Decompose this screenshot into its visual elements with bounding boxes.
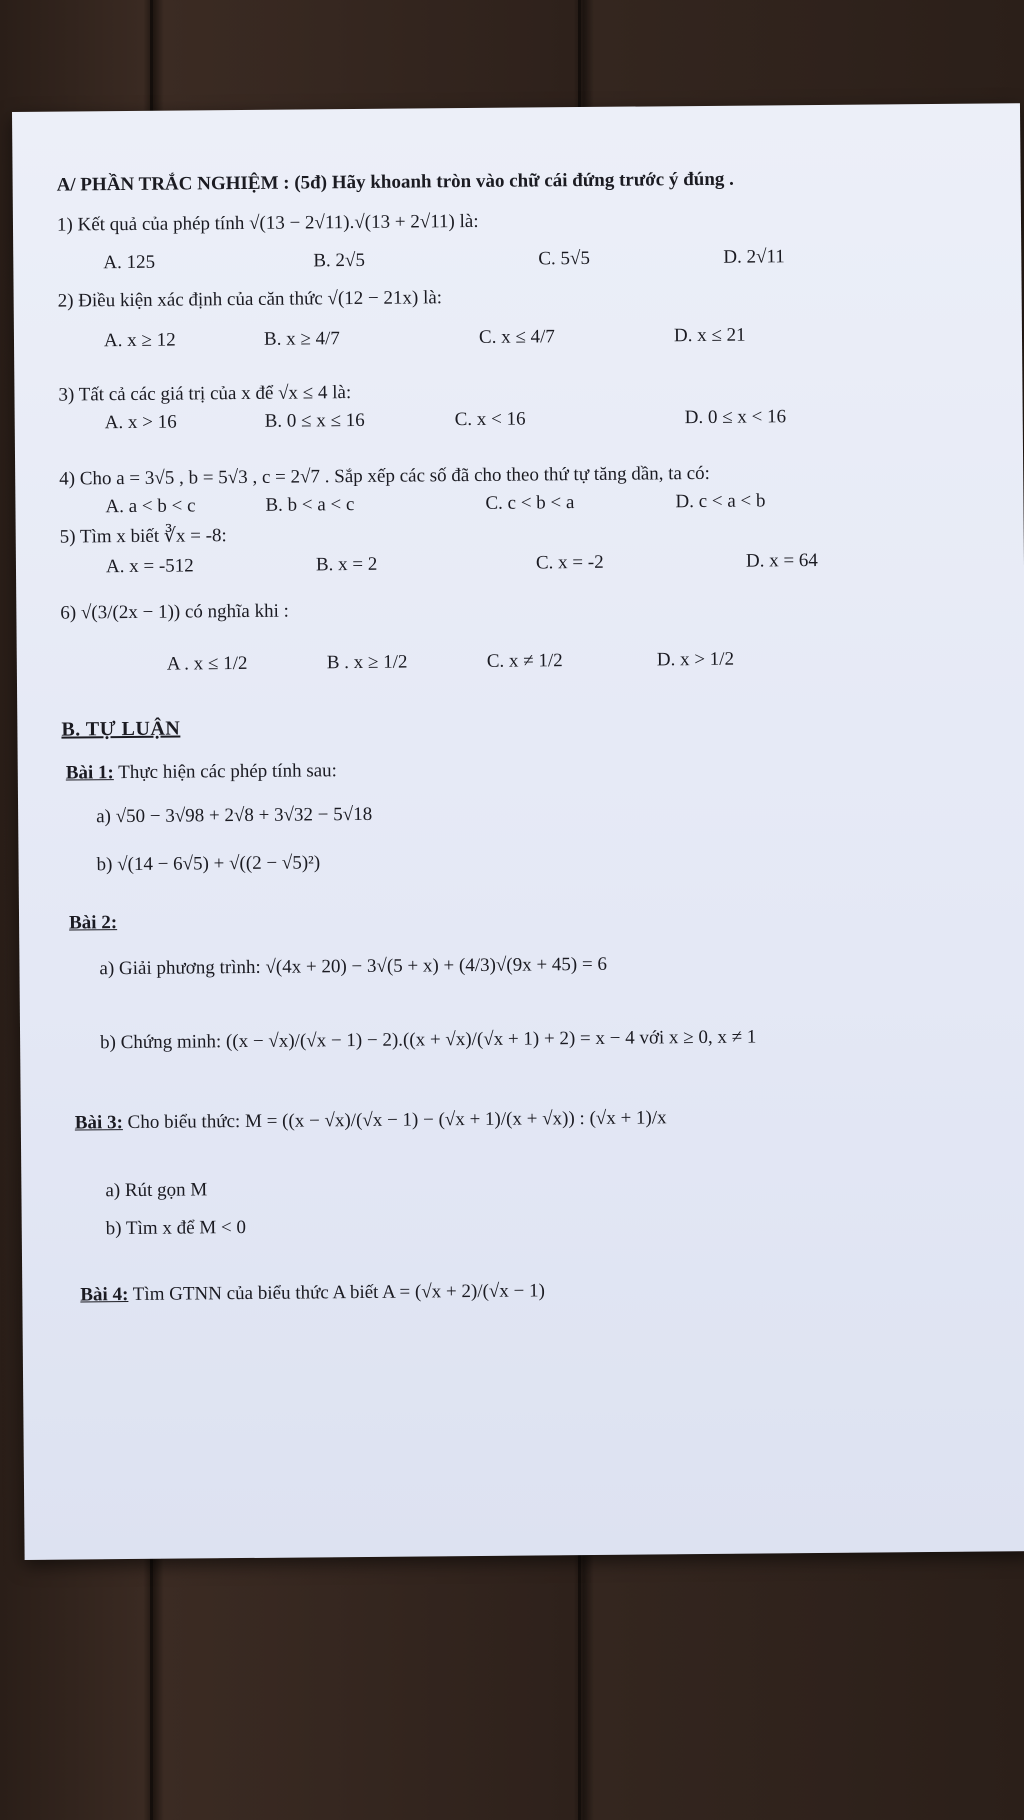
bai-3-expression: Cho biểu thức: M = ((x − √x)/(√x − 1) − (√x + 1)/(x + √x)) : (√x + 1)/x: [122, 1107, 667, 1134]
question-3-option-b[interactable]: B. 0 ≤ x ≤ 16: [264, 409, 365, 432]
question-6-option-a[interactable]: A . x ≤ 1/2: [166, 652, 248, 675]
bai-3-part-b: b) Tìm x để M < 0: [105, 1217, 247, 1240]
question-2-option-c[interactable]: C. x ≤ 4/7: [478, 326, 555, 348]
question-3-stem: 3) Tất cả các giá trị của x để √x ≤ 4 là:: [58, 382, 352, 406]
question-6-stem: 6) √(3/(2x − 1)) có nghĩa khi :: [60, 600, 289, 624]
question-4-option-b[interactable]: B. b < a < c: [265, 494, 355, 516]
question-2-option-a[interactable]: A. x ≥ 12: [103, 329, 176, 352]
bai-1-line: [66, 759, 337, 785]
bai-1-part-b: b) √(14 − 6√5) + √((2 − √5)²): [96, 852, 321, 876]
question-6-option-c[interactable]: C. x ≠ 1/2: [486, 650, 563, 672]
question-6-option-d[interactable]: D. x > 1/2: [656, 648, 735, 671]
question-1-option-a[interactable]: A. 125: [103, 251, 156, 274]
bai-4-line: [80, 1279, 545, 1307]
section-a-heading: A/ PHẦN TRẮC NGHIỆM : (5đ) Hãy khoanh tròn vào chữ cái đứng trước ý đúng .: [56, 168, 734, 196]
question-5-option-b[interactable]: B. x = 2: [315, 553, 378, 576]
question-4-option-d[interactable]: D. c < a < b: [675, 490, 766, 513]
question-5-stem: 5) Tìm x biết ∛x = -8:: [59, 525, 227, 548]
question-5-option-c[interactable]: C. x = -2: [535, 551, 604, 574]
question-5-option-a[interactable]: A. x = -512: [105, 555, 194, 578]
question-3-option-c[interactable]: C. x < 16: [454, 408, 526, 431]
question-2-option-b[interactable]: B. x ≥ 4/7: [263, 328, 340, 350]
question-6-option-b[interactable]: B . x ≥ 1/2: [326, 651, 408, 674]
question-4-option-c[interactable]: C. c < b < a: [485, 492, 575, 514]
question-3-option-d[interactable]: D. 0 ≤ x < 16: [684, 406, 787, 429]
section-b-heading: B. TỰ LUẬN: [61, 717, 181, 741]
question-2-option-d[interactable]: D. x ≤ 21: [673, 324, 746, 347]
exam-sheet: [12, 103, 1024, 1560]
bai-4-label: Bài 4:: [80, 1284, 129, 1306]
question-2-stem: 2) Điều kiện xác định của căn thức √(12 − 21x) là:: [57, 287, 443, 312]
question-5-option-d[interactable]: D. x = 64: [745, 549, 818, 572]
bai-2-part-b: b) Chứng minh: ((x − √x)/(√x − 1) − 2).((x + √x)/(√x + 1) + 2) = x − 4 với x ≥ 0, x ≠ 1: [100, 1026, 757, 1054]
bai-2-part-a: a) Giải phương trình: √(4x + 20) − 3√(5 + x) + (4/3)√(9x + 45) = 6: [99, 953, 608, 980]
bai-3-part-a: a) Rút gọn M: [105, 1179, 208, 1202]
bai-3-line: [75, 1106, 667, 1135]
bai-2-label: Bài 2:: [68, 912, 118, 934]
question-4-option-a[interactable]: A. a < b < c: [105, 495, 196, 518]
question-1-stem: 1) Kết quả của phép tính √(13 − 2√11).√(13 + 2√11) là:: [56, 210, 479, 236]
bai-3-label: Bài 3:: [74, 1112, 123, 1134]
question-3-option-a[interactable]: A. x > 16: [104, 411, 177, 434]
question-1-option-c[interactable]: C. 5√5: [538, 247, 591, 270]
question-1-option-d[interactable]: D. 2√11: [723, 246, 785, 268]
bai-1-part-a: a) √50 − 3√98 + 2√8 + 3√32 − 5√18: [96, 803, 373, 828]
bai-1-label: Bài 1:: [65, 762, 114, 784]
question-4-stem: 4) Cho a = 3√5 , b = 5√3 , c = 2√7 . Sắp xếp các số đã cho theo thứ tự tăng dần, ta có:: [59, 462, 711, 490]
bai-4-expression: Tìm GTNN của biểu thức A biết A = (√x + 2)/(√x − 1): [128, 1280, 545, 1306]
bai-1-instruction: Thực hiện các phép tính sau:: [113, 760, 337, 784]
question-1-option-b[interactable]: B. 2√5: [313, 249, 366, 272]
